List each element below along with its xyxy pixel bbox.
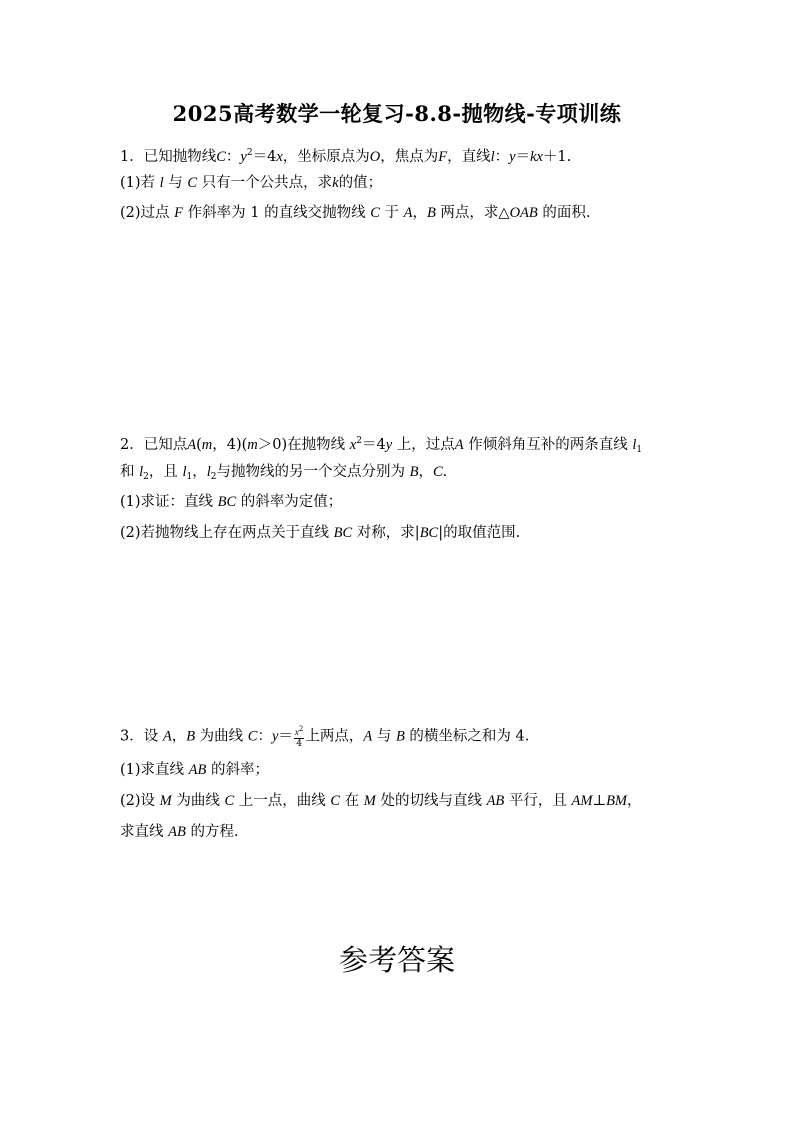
question-1-stem: 1．已知抛物线C：$y^2=4x$，坐标原点为O，焦点为F，直线l：y＝kx＋1. [120, 148, 572, 165]
fraction-x-squared-over-4: $\frac{x^2}{4}$ [294, 725, 304, 749]
question-3-part-2: (2)设 M 为曲线 C 上一点，曲线 C 在 M 处的切线与直线 AB 平行，且 AM⊥BM， [120, 793, 642, 809]
answer-heading: 参考答案 [338, 943, 455, 977]
question-3-stem: 3．设 A，B 为曲线 C：y＝ $\frac{x^2}{4}$ 上两点，A 与 B 的横坐标之和为 4. [120, 725, 530, 749]
page-title: 2025高考数学一轮复习-8.8-抛物线-专项训练 [172, 101, 622, 126]
question-3-part-1: (1)求直线 AB 的斜率； [120, 762, 269, 778]
question-2-stem-line-2: 和 $l_2$，且 $l_1$，$l_2$与抛物线的另一个交点分别为 B，C. [120, 464, 448, 482]
question-1-part-1: (1)若 l 与 C 只有一个公共点，求k的值； [120, 175, 383, 191]
question-2-stem-line-1: 2．已知点A(m，4)(m＞0)在抛物线 $x^2=4y$ 上，过点A 作倾斜角互补的两条直线 $l_1$ [120, 436, 643, 455]
question-2-part-2: (2)若抛物线上存在两点关于直线 BC 对称，求|BC|的取值范围. [120, 525, 521, 541]
question-1-part-2: (2)过点 F 作斜率为 1 的直线交抛物线 C 于 A，B 两点，求△OAB 的面积. [120, 205, 591, 221]
question-2-part-1: (1)求证：直线 BC 的斜率为定值； [120, 494, 343, 510]
question-3-part-2-continued: 求直线 AB 的方程. [120, 824, 239, 840]
